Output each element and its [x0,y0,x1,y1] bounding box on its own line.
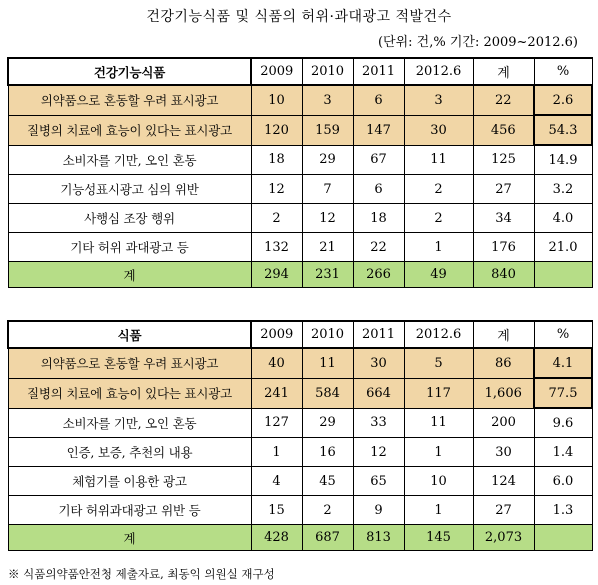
row-label: 의약품으로 혼동할 우려 표시광고 [8,348,251,378]
table-cell: 1.4 [534,438,592,467]
table-row [8,496,592,525]
total-cell: 266 [353,262,404,288]
total-cell: 145 [404,525,473,551]
total-cell [534,262,592,288]
unit-period-note: (단위: 건,% 기간: 2009~2012.6) [377,35,578,50]
table-cell: 4 [251,467,302,496]
total-cell: 231 [302,262,353,288]
table-cell: 127 [251,408,302,438]
table-row [8,408,592,438]
table-category-header: 식품 [8,321,251,348]
total-cell: 428 [251,525,302,551]
table-cell: 5 [404,348,473,378]
row-label: 질병의 치료에 효능이 있다는 표시광고 [8,378,251,408]
table-cell: 16 [302,438,353,467]
table-row [8,438,592,467]
total-cell: 49 [404,262,473,288]
total-cell: 813 [353,525,404,551]
table-cell: 40 [251,348,302,378]
table-cell: 2 [404,175,473,204]
table-cell: 30 [353,348,404,378]
table-row [8,204,592,233]
column-header: % [534,58,592,85]
table-cell: 124 [473,467,534,496]
table-cell: 21.0 [534,233,592,262]
table-cell: 21 [302,233,353,262]
table-cell: 29 [302,408,353,438]
table-cell: 65 [353,467,404,496]
table-cell: 77.5 [534,378,592,408]
table-cell: 45 [302,467,353,496]
table-cell: 3.2 [534,175,592,204]
table-cell: 3 [404,85,473,115]
total-cell: 294 [251,262,302,288]
total-label: 계 [8,525,251,551]
table-cell: 33 [353,408,404,438]
source-footnote: ※ 식품의약품안전청 제출자료, 최동익 의원실 재구성 [8,567,275,581]
table-header-row [8,58,592,85]
table-cell: 200 [473,408,534,438]
table-cell: 159 [302,115,353,145]
table-cell: 1 [404,438,473,467]
table-cell: 14.9 [534,145,592,175]
table-cell: 7 [302,175,353,204]
column-header: 2010 [302,321,353,348]
row-label: 질병의 치료에 효능이 있다는 표시광고 [8,115,251,145]
table-cell: 54.3 [534,115,592,145]
total-row [8,525,592,551]
table-cell: 9 [353,496,404,525]
row-label: 기타 허위과대광고 위반 등 [8,496,251,525]
table-cell: 1 [404,496,473,525]
table-cell: 11 [302,348,353,378]
table-cell: 15 [251,496,302,525]
table-cell: 664 [353,378,404,408]
row-label: 소비자를 기만, 오인 혼동 [8,408,251,438]
table-row [8,348,592,378]
table-row [8,175,592,204]
table-cell: 30 [404,115,473,145]
column-header: 계 [473,58,534,85]
table-cell: 125 [473,145,534,175]
table-cell: 176 [473,233,534,262]
row-label: 기능성표시광고 심의 위반 [8,175,251,204]
total-row [8,262,592,288]
column-header: 계 [473,321,534,348]
total-cell: 840 [473,262,534,288]
table-cell: 1,606 [473,378,534,408]
food-table [7,320,593,551]
table-cell: 12 [353,438,404,467]
table-row [8,378,592,408]
table-cell: 1 [404,233,473,262]
table-cell: 11 [404,408,473,438]
table-cell: 6 [353,175,404,204]
table-cell: 86 [473,348,534,378]
column-header: 2009 [251,321,302,348]
table-cell: 12 [302,204,353,233]
total-cell [534,525,592,551]
table-cell: 10 [404,467,473,496]
table-row [8,85,592,115]
table-cell: 30 [473,438,534,467]
table-cell: 241 [251,378,302,408]
table-cell: 147 [353,115,404,145]
table-cell: 10 [251,85,302,115]
column-header: 2011 [353,321,404,348]
table-cell: 9.6 [534,408,592,438]
table-row [8,467,592,496]
row-label: 체험기를 이용한 광고 [8,467,251,496]
column-header: 2012.6 [404,321,473,348]
table-cell: 11 [404,145,473,175]
row-label: 사행심 조장 행위 [8,204,251,233]
table-cell: 34 [473,204,534,233]
column-header: % [534,321,592,348]
table-cell: 29 [302,145,353,175]
table-cell: 2.6 [534,85,592,115]
table-row [8,233,592,262]
column-header: 2012.6 [404,58,473,85]
table-cell: 4.0 [534,204,592,233]
table-cell: 18 [251,145,302,175]
health-functional-food-table [7,57,593,288]
table-cell: 18 [353,204,404,233]
table-cell: 2 [251,204,302,233]
table-cell: 6.0 [534,467,592,496]
table-cell: 6 [353,85,404,115]
table-cell: 3 [302,85,353,115]
table-cell: 456 [473,115,534,145]
table-cell: 22 [473,85,534,115]
total-cell: 687 [302,525,353,551]
table-cell: 1 [251,438,302,467]
total-label: 계 [8,262,251,288]
total-cell: 2,073 [473,525,534,551]
table-header-row [8,321,592,348]
row-label: 소비자를 기만, 오인 혼동 [8,145,251,175]
row-label: 기타 허위 과대광고 등 [8,233,251,262]
table-cell: 117 [404,378,473,408]
row-label: 인증, 보증, 추천의 내용 [8,438,251,467]
table-row [8,115,592,145]
table-cell: 2 [404,204,473,233]
table-cell: 1.3 [534,496,592,525]
column-header: 2010 [302,58,353,85]
table-cell: 132 [251,233,302,262]
table-category-header: 건강기능식품 [8,58,251,85]
table-cell: 27 [473,496,534,525]
table-row [8,145,592,175]
table-cell: 120 [251,115,302,145]
table-cell: 12 [251,175,302,204]
table-cell: 4.1 [534,348,592,378]
table-cell: 27 [473,175,534,204]
table-cell: 67 [353,145,404,175]
page-title: 건강기능식품 및 식품의 허위·과대광고 적발건수 [146,9,452,25]
column-header: 2009 [251,58,302,85]
row-label: 의약품으로 혼동할 우려 표시광고 [8,85,251,115]
column-header: 2011 [353,58,404,85]
table-cell: 584 [302,378,353,408]
table-cell: 2 [302,496,353,525]
table-cell: 22 [353,233,404,262]
